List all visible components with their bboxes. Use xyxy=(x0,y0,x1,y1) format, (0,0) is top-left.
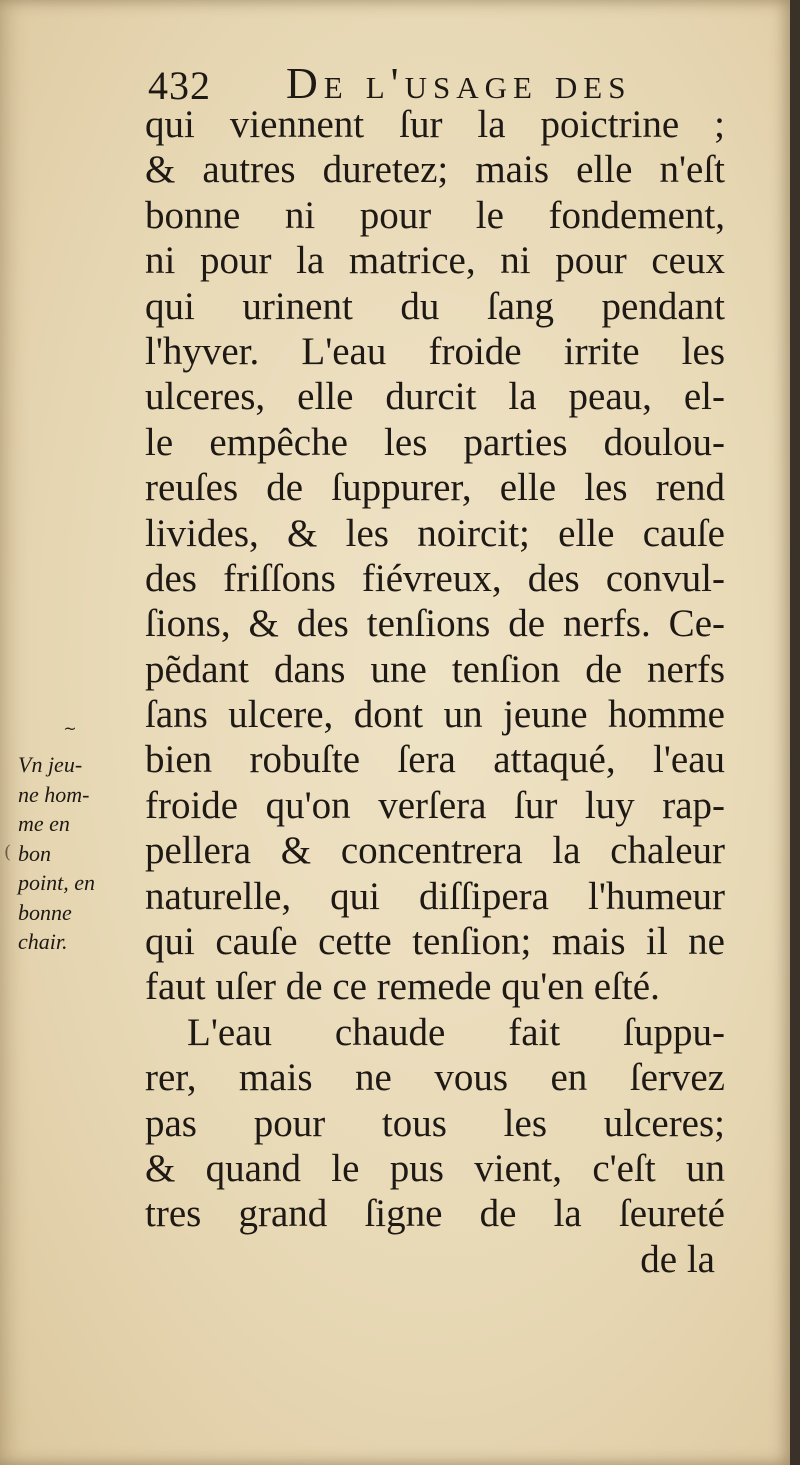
margin-note-line: bon xyxy=(18,840,51,866)
text-line: ſans ulcere, dont un jeune homme xyxy=(145,693,725,737)
running-title: De l'usage des xyxy=(286,59,632,108)
text-line: livides, & les noircit; elle cauſe xyxy=(145,511,725,555)
text-line: l'hyver. L'eau froide irrite les xyxy=(145,329,725,373)
text-line: qui urinent du ſang pendant xyxy=(145,284,725,328)
text-line: reuſes de ſuppurer, elle les rend xyxy=(145,466,725,510)
text-line: ni pour la matrice, ni pour ceux xyxy=(145,239,725,283)
text-line: pellera & concentrera la chaleur xyxy=(145,829,725,873)
margin-note-line: chair. xyxy=(18,929,68,954)
margin-note-line: me en xyxy=(18,811,70,836)
text-line: & quand le pus vient, c'eſt un xyxy=(145,1146,725,1190)
text-line: L'eau chaude fait ſuppu- xyxy=(187,1010,725,1054)
text-line: qui viennent ſur la poictrine ; xyxy=(145,103,725,146)
text-line: bonne ni pour le fondement, xyxy=(145,193,725,237)
text-line: pas pour tous les ulceres; xyxy=(145,1101,725,1145)
text-line: qui cauſe cette tenſion; mais il ne xyxy=(145,920,725,964)
text-line: pẽdant dans une tenſion de nerfs xyxy=(145,647,725,691)
margin-note-line: bonne xyxy=(18,899,72,925)
margin-note xyxy=(18,750,138,957)
text-line: & autres duretez; mais elle n'eſt xyxy=(145,148,725,192)
margin-note-line: ne hom- xyxy=(18,781,90,807)
body-text xyxy=(145,102,725,1282)
text-line: naturelle, qui diſſipera l'humeur xyxy=(145,874,725,918)
text-line: faut uſer de ce remede qu'en eſté. xyxy=(145,965,660,1009)
text-line: tres grand ſigne de la ſeureté xyxy=(145,1192,725,1236)
text-line: des friſſons fiévreux, des convul- xyxy=(145,556,725,600)
text-line: ſions, & des tenſions de nerfs. Ce- xyxy=(145,602,725,646)
text-line: le empêche les parties doulou- xyxy=(145,420,725,464)
pencil-bracket-icon: ( xyxy=(4,842,12,863)
catchword: de la xyxy=(640,1237,715,1281)
margin-note-line: point, en xyxy=(18,870,95,895)
margin-mark: ~ xyxy=(63,719,77,738)
page-edge xyxy=(790,0,800,1465)
text-line: froide qu'on verſera ſur luy rap- xyxy=(145,783,725,827)
text-line: rer, mais ne vous en ſervez xyxy=(145,1056,725,1100)
margin-note-line: Vn jeu- xyxy=(18,752,83,777)
text-line: bien robuſte ſera attaqué, l'eau xyxy=(145,738,725,782)
text-line: ulceres, elle durcit la peau, el- xyxy=(145,375,725,419)
page-number: 432 xyxy=(148,63,211,108)
